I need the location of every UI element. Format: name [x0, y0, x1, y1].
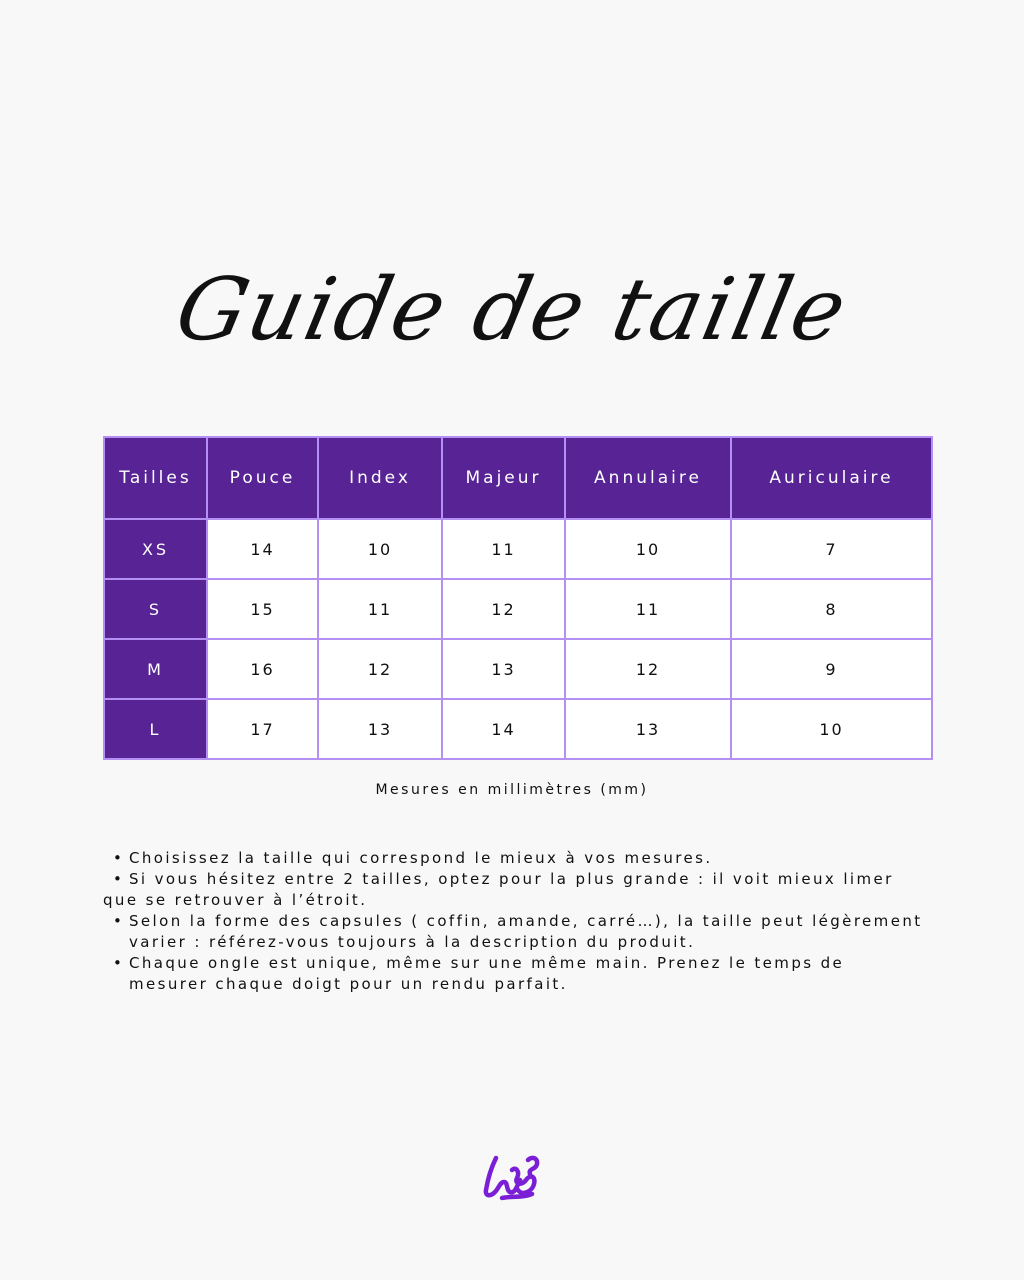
table-row: [104, 639, 932, 699]
bullet-icon: •: [113, 912, 125, 930]
table-cell: 13: [442, 639, 565, 699]
size-label: L: [104, 699, 207, 759]
table-cell: 10: [565, 519, 731, 579]
table-row: [104, 519, 932, 579]
table-cell: 16: [207, 639, 318, 699]
table-cell: 8: [731, 579, 932, 639]
advice-list: [103, 848, 923, 995]
table-cell: 14: [207, 519, 318, 579]
brand-logo-icon: [482, 1152, 544, 1202]
list-item: [103, 848, 923, 869]
table-cell: 14: [442, 699, 565, 759]
table-cell: 13: [565, 699, 731, 759]
table-cell: 10: [731, 699, 932, 759]
header-tailles: Tailles: [104, 437, 207, 519]
size-label: XS: [104, 519, 207, 579]
table-cell: 12: [442, 579, 565, 639]
table-cell: 9: [731, 639, 932, 699]
header-annulaire: Annulaire: [565, 437, 731, 519]
table-cell: 10: [318, 519, 442, 579]
table-cell: 11: [318, 579, 442, 639]
page-title: Guide de taille: [167, 260, 857, 360]
table-cell: 12: [565, 639, 731, 699]
header-auriculaire: Auriculaire: [731, 437, 932, 519]
list-item-continuation: que se retrouver à l’étroit.: [103, 891, 368, 909]
table-row: [104, 699, 932, 759]
table-cell: 17: [207, 699, 318, 759]
table-header-row: [104, 437, 932, 519]
size-table: [103, 436, 933, 760]
table-cell: 11: [442, 519, 565, 579]
list-item: [103, 911, 923, 953]
table-cell: 7: [731, 519, 932, 579]
list-item: [103, 869, 923, 890]
list-item: [103, 953, 923, 995]
list-item-text: Chaque ongle est unique, même sur une même main. Prenez le temps de mesurer chaque doigt pour un rendu parfait.: [129, 954, 845, 993]
list-item-text: Choisissez la taille qui correspond le mieux à vos mesures.: [129, 849, 713, 867]
bullet-icon: •: [113, 954, 125, 972]
size-label: M: [104, 639, 207, 699]
list-item-text: Si vous hésitez entre 2 tailles, optez pour la plus grande : il voit mieux limer: [129, 870, 894, 888]
header-majeur: Majeur: [442, 437, 565, 519]
bullet-icon: •: [113, 849, 125, 867]
table-cell: 12: [318, 639, 442, 699]
list-item-text: Selon la forme des capsules ( coffin, amande, carré…), la taille peut légèrement varier : référez-vous toujours à la description du produit.: [129, 912, 923, 951]
header-pouce: Pouce: [207, 437, 318, 519]
header-index: Index: [318, 437, 442, 519]
size-label: S: [104, 579, 207, 639]
bullet-icon: •: [113, 870, 125, 888]
table-cell: 11: [565, 579, 731, 639]
table-cell: 15: [207, 579, 318, 639]
table-cell: 13: [318, 699, 442, 759]
table-row: [104, 579, 932, 639]
units-caption: Mesures en millimètres (mm): [375, 782, 649, 798]
